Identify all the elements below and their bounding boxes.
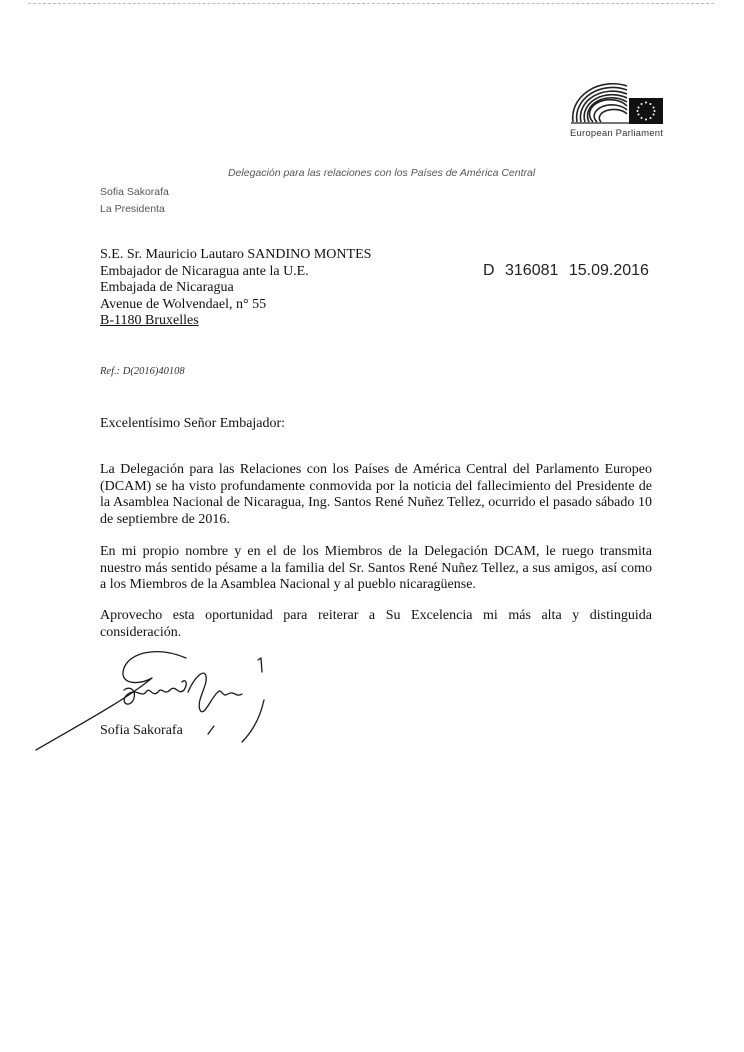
institution-name: European Parliament: [570, 128, 664, 139]
recipient-line: Avenue de Wolvendael, n° 55: [100, 296, 267, 312]
scan-edge-line: [28, 3, 714, 5]
body-paragraph: La Delegación para las Relaciones con los Países de América Central del Parlamento Europeo (DCAM) se ha visto profundamente conmovida por la noticia del fallecimiento del Presidente de la Asamblea Nacional de Nicaragua, Ing. Santos René Nuñez Tellez, ocurrido el pasado sábado 10 de septiembre de 2016.: [100, 462, 652, 527]
closing-paragraph: Aprovecho esta oportunidad para reiterar a Su Excelencia mi más alta y distinguida consideración.: [100, 608, 652, 640]
salutation: Excelentísimo Señor Embajador:: [100, 416, 286, 431]
recipient-line: Embajador de Nicaragua ante la U.E.: [100, 263, 309, 279]
recipient-line: S.E. Sr. Mauricio Lautaro SANDINO MONTES: [100, 247, 372, 262]
delegation-title: Delegación para las relaciones con los Países de América Central: [228, 167, 536, 179]
body-paragraph: En mi propio nombre y en el de los Miembros de la Delegación DCAM, le ruego transmita nuestro más sentido pésame a la familia del Sr. Santos René Nuñez Tellez, a sus amigos, así como a los Miembros de la Asamblea Nacional y al pueblo nicaragüense.: [100, 544, 652, 592]
sender-title: La Presidenta: [100, 203, 165, 215]
document-reference-stamp: D 316081 15.09.2016: [483, 262, 649, 279]
handwritten-signature-icon: [28, 638, 288, 758]
sender-block: [100, 184, 169, 218]
reference-number: Ref.: D(2016)40108: [100, 366, 185, 377]
signer-name: Sofia Sakorafa: [100, 723, 183, 738]
recipient-address: [100, 247, 371, 330]
sender-name: Sofia Sakorafa: [100, 186, 169, 198]
recipient-postcode-city: B-1180 Bruxelles: [100, 313, 199, 328]
recipient-line: Embajada de Nicaragua: [100, 280, 234, 295]
